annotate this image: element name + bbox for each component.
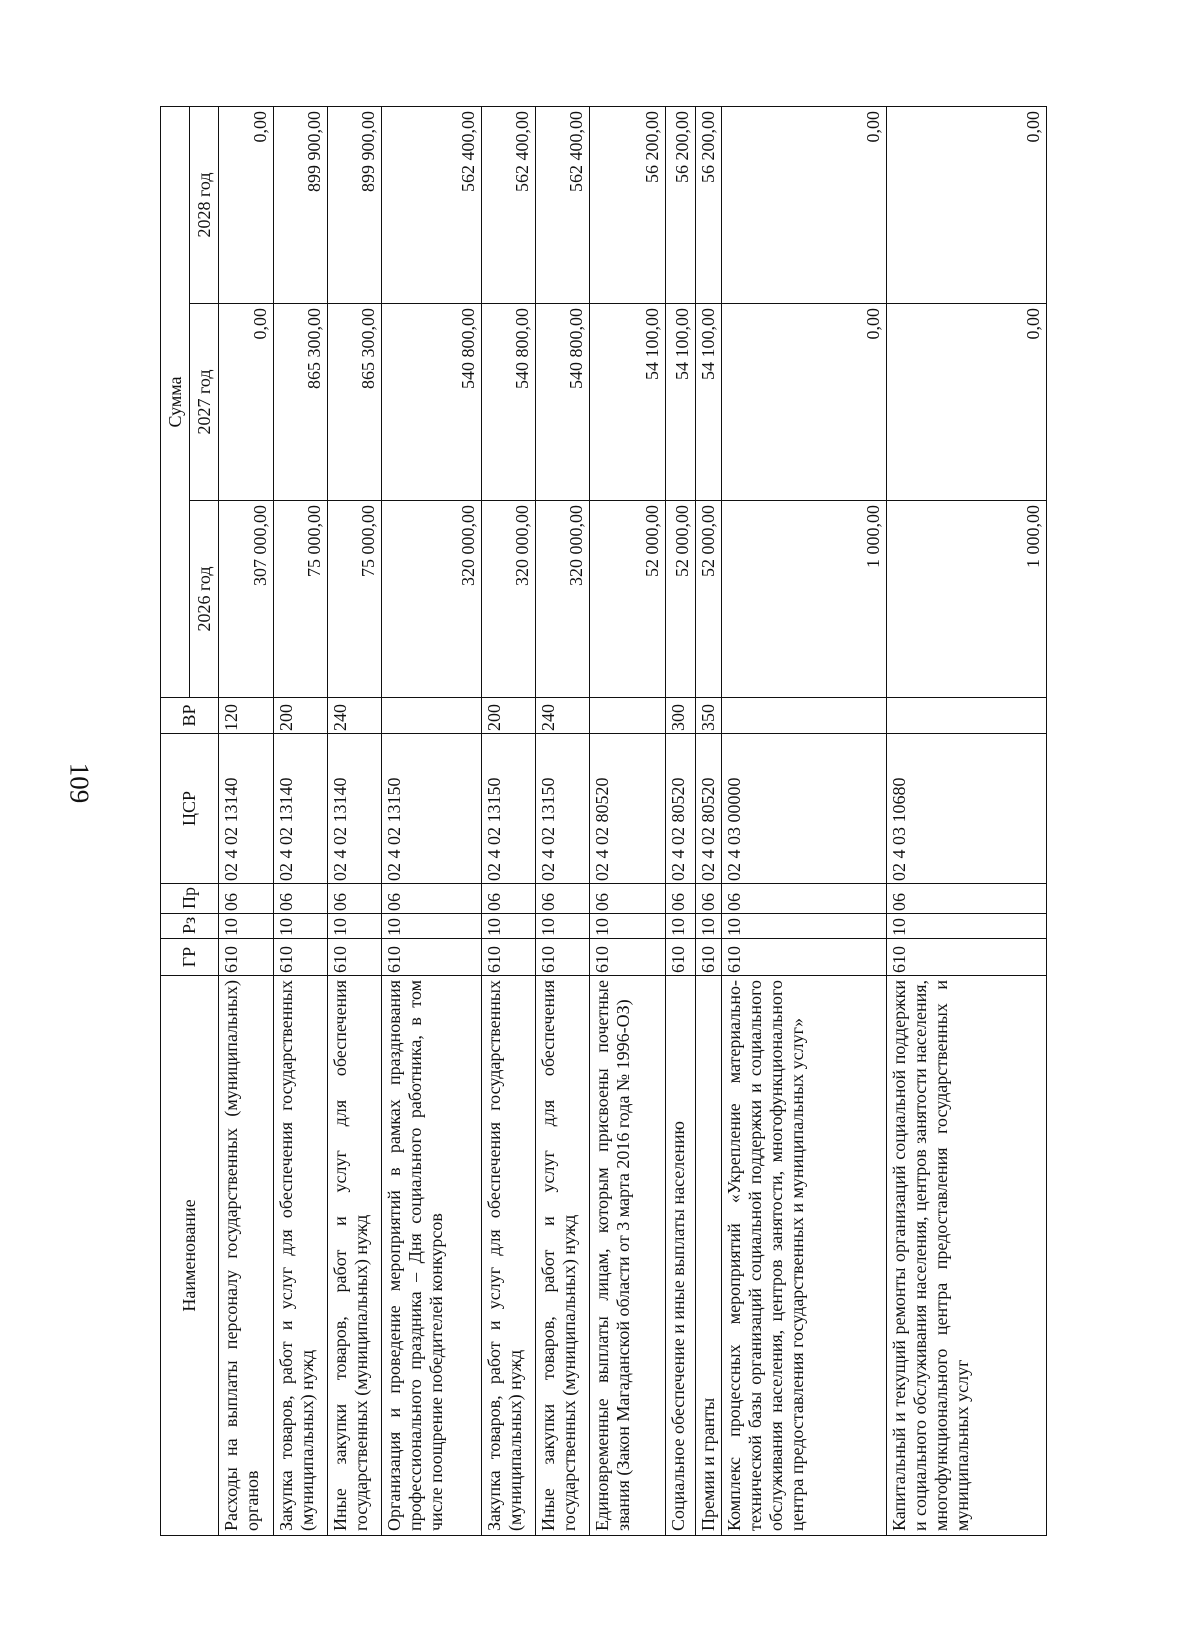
- cell-2028: 562 400,00: [536, 106, 590, 303]
- cell-pr: 06: [274, 884, 328, 914]
- cell-csr: 02 4 02 13140: [328, 734, 382, 884]
- cell-csr: 02 4 02 13150: [382, 734, 482, 884]
- cell-name: Организация и проведение мероприятий в рамках празднования профессионального праздника – Дня социального работника, в том числе поощрение победителей конкурсов: [382, 976, 482, 1536]
- cell-2026: 75 000,00: [274, 501, 328, 698]
- cell-2028: 56 200,00: [666, 106, 696, 303]
- cell-gr: 610: [696, 939, 722, 976]
- cell-pr: 06: [666, 884, 696, 914]
- cell-2028: 56 200,00: [590, 106, 666, 303]
- cell-name: Иные закупки товаров, работ и услуг для обеспечения государственных (муниципальных) нужд: [536, 976, 590, 1536]
- cell-2026: 75 000,00: [328, 501, 382, 698]
- rotated-table-container: [160, 106, 1066, 1536]
- table-row: [536, 106, 590, 1535]
- cell-vr: 200: [482, 698, 536, 734]
- header-year-2027: 2027 год: [190, 304, 219, 501]
- cell-vr: [590, 698, 666, 734]
- cell-pr: 06: [482, 884, 536, 914]
- table-row: [219, 106, 274, 1535]
- cell-csr: 02 4 02 13150: [482, 734, 536, 884]
- cell-vr: [382, 698, 482, 734]
- cell-name: Единовременные выплаты лицам, которым присвоены почетные звания (Закон Магаданской области от 3 марта 2016 года № 1996-ОЗ): [590, 976, 666, 1536]
- cell-name: Иные закупки товаров, работ и услуг для обеспечения государственных (муниципальных) нужд: [328, 976, 382, 1536]
- cell-2027: 0,00: [219, 304, 274, 501]
- cell-2026: 1 000,00: [722, 501, 887, 698]
- cell-rz: 10: [590, 914, 666, 939]
- cell-2028: 562 400,00: [382, 106, 482, 303]
- cell-2026: 52 000,00: [590, 501, 666, 698]
- cell-csr: 02 4 02 13150: [536, 734, 590, 884]
- cell-gr: 610: [382, 939, 482, 976]
- cell-pr: 06: [219, 884, 274, 914]
- cell-name: Социальное обеспечение и иные выплаты населению: [666, 976, 696, 1536]
- table-row: [482, 106, 536, 1535]
- cell-vr: 350: [696, 698, 722, 734]
- header-csr: ЦСР: [161, 734, 219, 884]
- cell-2027: 865 300,00: [274, 304, 328, 501]
- cell-csr: 02 4 02 80520: [666, 734, 696, 884]
- cell-vr: 300: [666, 698, 696, 734]
- cell-rz: 10: [666, 914, 696, 939]
- cell-gr: 610: [482, 939, 536, 976]
- cell-vr: [887, 698, 1047, 734]
- cell-vr: 240: [328, 698, 382, 734]
- cell-gr: 610: [219, 939, 274, 976]
- cell-2027: 0,00: [887, 304, 1047, 501]
- cell-csr: 02 4 02 13140: [274, 734, 328, 884]
- header-rz: Рз: [161, 914, 219, 939]
- table-row: [590, 106, 666, 1535]
- cell-csr: 02 4 02 13140: [219, 734, 274, 884]
- cell-name: Комплекс процессных мероприятий «Укрепление материально-технической базы организаций социальной поддержки и социального обслуживания населения, центров занятости, многофункционального центра предоставления государственных и муниципальных услуг»: [722, 976, 887, 1536]
- cell-rz: 10: [887, 914, 1047, 939]
- cell-2026: 320 000,00: [536, 501, 590, 698]
- table-row: [328, 106, 382, 1535]
- header-row-1: [161, 106, 190, 1535]
- cell-rz: 10: [696, 914, 722, 939]
- cell-2026: 52 000,00: [666, 501, 696, 698]
- cell-2028: 0,00: [219, 106, 274, 303]
- cell-2028: 899 900,00: [274, 106, 328, 303]
- cell-vr: 120: [219, 698, 274, 734]
- header-sum: Сумма: [161, 106, 190, 697]
- header-name: Наименование: [161, 976, 219, 1536]
- cell-2027: 54 100,00: [696, 304, 722, 501]
- cell-2027: 540 800,00: [536, 304, 590, 501]
- budget-table: [160, 106, 1047, 1536]
- cell-gr: 610: [887, 939, 1047, 976]
- header-year-2028: 2028 год: [190, 106, 219, 303]
- cell-csr: 02 4 03 00000: [722, 734, 887, 884]
- cell-2027: 540 800,00: [382, 304, 482, 501]
- cell-name: Премии и гранты: [696, 976, 722, 1536]
- table-row: [382, 106, 482, 1535]
- cell-rz: 10: [274, 914, 328, 939]
- cell-pr: 06: [696, 884, 722, 914]
- cell-gr: 610: [722, 939, 887, 976]
- cell-gr: 610: [590, 939, 666, 976]
- cell-rz: 10: [219, 914, 274, 939]
- cell-vr: 240: [536, 698, 590, 734]
- cell-rz: 10: [536, 914, 590, 939]
- cell-csr: 02 4 02 80520: [590, 734, 666, 884]
- cell-2027: 0,00: [722, 304, 887, 501]
- table-row: [696, 106, 722, 1535]
- cell-name: Закупка товаров, работ и услуг для обеспечения государственных (муниципальных) нужд: [482, 976, 536, 1536]
- table-row: [887, 106, 1047, 1535]
- cell-gr: 610: [274, 939, 328, 976]
- cell-csr: 02 4 02 80520: [696, 734, 722, 884]
- cell-2026: 52 000,00: [696, 501, 722, 698]
- page-number: 109: [64, 762, 95, 804]
- cell-rz: 10: [328, 914, 382, 939]
- header-pr: Пр: [161, 884, 219, 914]
- cell-pr: 06: [887, 884, 1047, 914]
- cell-gr: 610: [536, 939, 590, 976]
- cell-2028: 0,00: [722, 106, 887, 303]
- cell-2027: 865 300,00: [328, 304, 382, 501]
- cell-rz: 10: [382, 914, 482, 939]
- cell-2027: 540 800,00: [482, 304, 536, 501]
- cell-2028: 0,00: [887, 106, 1047, 303]
- cell-gr: 610: [328, 939, 382, 976]
- cell-2026: 320 000,00: [482, 501, 536, 698]
- cell-2027: 54 100,00: [666, 304, 696, 501]
- cell-gr: 610: [666, 939, 696, 976]
- cell-name: Расходы на выплаты персоналу государственных (муниципальных) органов: [219, 976, 274, 1536]
- cell-2027: 54 100,00: [590, 304, 666, 501]
- cell-csr: 02 4 03 10680: [887, 734, 1047, 884]
- cell-pr: 06: [722, 884, 887, 914]
- cell-pr: 06: [328, 884, 382, 914]
- table-row: [666, 106, 696, 1535]
- cell-name: Капитальный и текущий ремонты организаций социальной поддержки и социального обслуживания населения, центров занятости населения, многофункционального центра предоставления государственных и муниципальных услуг: [887, 976, 1047, 1536]
- cell-rz: 10: [722, 914, 887, 939]
- header-year-2026: 2026 год: [190, 501, 219, 698]
- cell-name: Закупка товаров, работ и услуг для обеспечения государственных (муниципальных) нужд: [274, 976, 328, 1536]
- header-gr: ГР: [161, 939, 219, 976]
- table-row: [722, 106, 887, 1535]
- cell-2026: 307 000,00: [219, 501, 274, 698]
- cell-pr: 06: [590, 884, 666, 914]
- cell-pr: 06: [382, 884, 482, 914]
- cell-2028: 56 200,00: [696, 106, 722, 303]
- cell-rz: 10: [482, 914, 536, 939]
- table-row: [274, 106, 328, 1535]
- header-vr: ВР: [161, 698, 219, 734]
- cell-2026: 1 000,00: [887, 501, 1047, 698]
- cell-2026: 320 000,00: [382, 501, 482, 698]
- cell-vr: [722, 698, 887, 734]
- cell-2028: 899 900,00: [328, 106, 382, 303]
- cell-pr: 06: [536, 884, 590, 914]
- cell-2028: 562 400,00: [482, 106, 536, 303]
- cell-vr: 200: [274, 698, 328, 734]
